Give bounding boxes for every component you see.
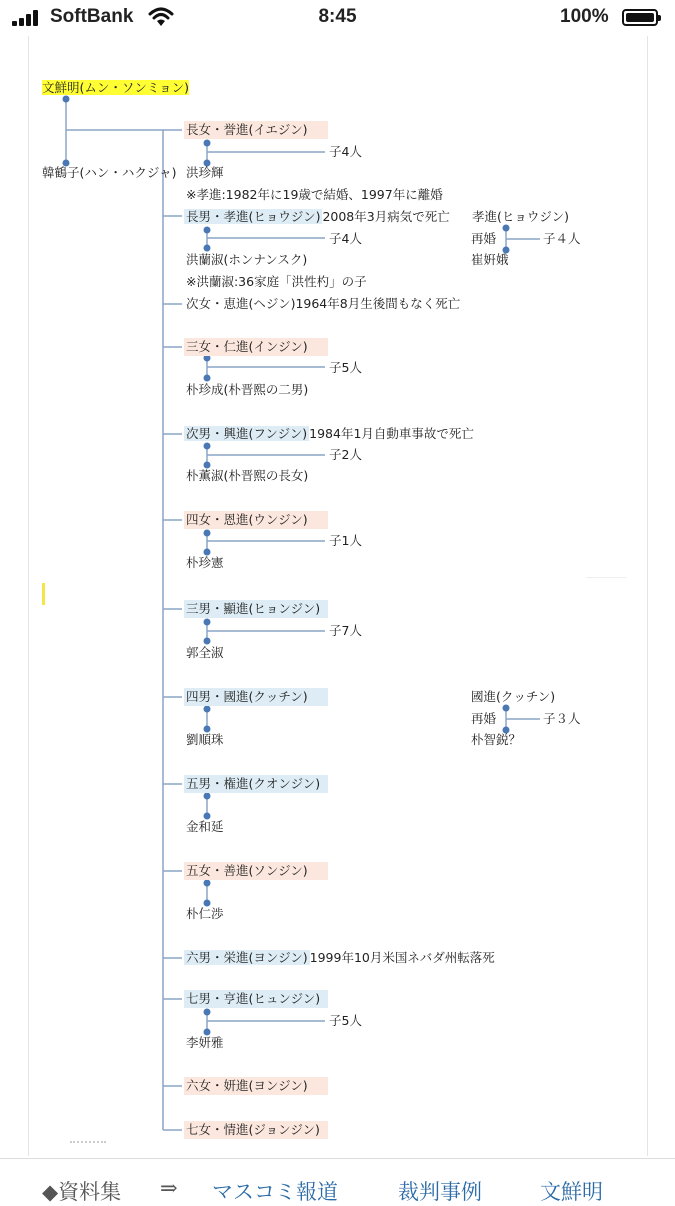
carrier-name: SoftBank xyxy=(50,6,134,27)
remarriage-spouse: 朴智鋭？ xyxy=(471,732,522,747)
note: ※孝進:1982年に19歳で結婚、1997年に離婚 xyxy=(186,187,443,202)
child-suffix: 1984年1月自動車事故で死亡 xyxy=(309,426,474,441)
child-count: 子7人 xyxy=(329,623,362,638)
child-label: 七男・亨進(ヒュンジン) xyxy=(184,990,328,1008)
child-suffix: 1964年8月生後間もなく死亡 xyxy=(295,296,461,311)
child-count: 子5人 xyxy=(329,1013,362,1028)
remarriage-label: 再婚 xyxy=(471,711,497,726)
child-label-row xyxy=(184,208,450,226)
child-spouse: 劉順珠 xyxy=(186,732,224,747)
child-label: 四女・恩進(ウンジン) xyxy=(184,511,328,529)
child-label: 六男・栄進(ヨンジン) xyxy=(186,950,308,965)
child-spouse: 郭全淑 xyxy=(186,645,224,660)
remarriage-spouse: 崔姸娥 xyxy=(471,252,509,267)
child-label: 次女・恵進(ヘジン) xyxy=(186,296,296,311)
child-suffix: 1999年10月米国ネバダ州転落死 xyxy=(309,950,495,965)
remarriage-name: 孝進(ヒョウジン) xyxy=(472,209,569,224)
child-label-row xyxy=(184,425,474,443)
dotted-divider xyxy=(70,1141,106,1143)
child-label: 七女・情進(ジョンジン) xyxy=(184,1121,328,1139)
child-spouse: 朴珍憲 xyxy=(186,555,224,570)
child-spouse: 李妍雅 xyxy=(186,1035,224,1050)
arrow-icon: ⇒ xyxy=(160,1176,178,1200)
child-label: 長女・誉進(イエジン) xyxy=(184,121,328,139)
nav-link-court-cases[interactable]: 裁判事例 xyxy=(398,1180,482,1204)
nav-link-press[interactable]: マスコミ報道 xyxy=(212,1180,338,1204)
child-label: 五女・善進(ソンジン) xyxy=(184,862,328,880)
clock: 8:45 xyxy=(318,6,357,27)
remarriage-count: 子３人 xyxy=(543,711,581,726)
child-spouse: 朴珍成(朴晋熙の二男) xyxy=(186,382,309,397)
note: ※洪蘭淑:36家庭「洪性杓」の子 xyxy=(186,274,367,289)
child-spouse: 金和延 xyxy=(186,819,224,834)
root-spouse: 韓鶴子(ハン・ハクジャ) xyxy=(42,165,177,180)
remarriage-name: 國進(クッチン) xyxy=(471,689,556,704)
child-count: 子4人 xyxy=(329,231,362,246)
child-label: 三女・仁進(インジン) xyxy=(184,338,328,356)
child-count: 子1人 xyxy=(329,533,362,548)
child-spouse: 洪蘭淑(ホンナンスク) xyxy=(186,252,308,267)
child-count: 子2人 xyxy=(329,447,362,462)
child-count: 子5人 xyxy=(329,360,362,375)
nav-link-founder[interactable]: 文鮮明 xyxy=(540,1180,603,1204)
child-label: 次男・興進(フンジン) xyxy=(186,426,308,441)
child-suffix: 2008年3月病気で死亡 xyxy=(322,209,450,224)
child-spouse: 朴仁渉 xyxy=(186,906,224,921)
child-label: 四男・國進(クッチン) xyxy=(184,688,328,706)
child-label: 長男・孝進(ヒョウジン) xyxy=(186,209,321,224)
child-spouse: 朴薫淑(朴晋熙の長女) xyxy=(186,468,309,483)
child-count: 子4人 xyxy=(329,144,362,159)
child-label-row xyxy=(186,295,460,313)
remarriage-label: 再婚 xyxy=(471,231,497,246)
child-label: 三男・顯進(ヒョンジン) xyxy=(184,600,328,618)
child-label: 六女・妍進(ヨンジン) xyxy=(184,1077,328,1095)
root-name: 文鮮明(ムン・ソンミョン) xyxy=(42,80,190,95)
root-person xyxy=(42,79,189,97)
remarriage-count: 子４人 xyxy=(543,231,581,246)
battery-percentage: 100% xyxy=(560,6,609,27)
child-label-row xyxy=(184,949,495,967)
child-label: 五男・権進(クオンジン) xyxy=(184,775,328,793)
section-label: ◆資料集 xyxy=(42,1180,122,1204)
child-spouse: 洪珍輝 xyxy=(186,165,224,180)
